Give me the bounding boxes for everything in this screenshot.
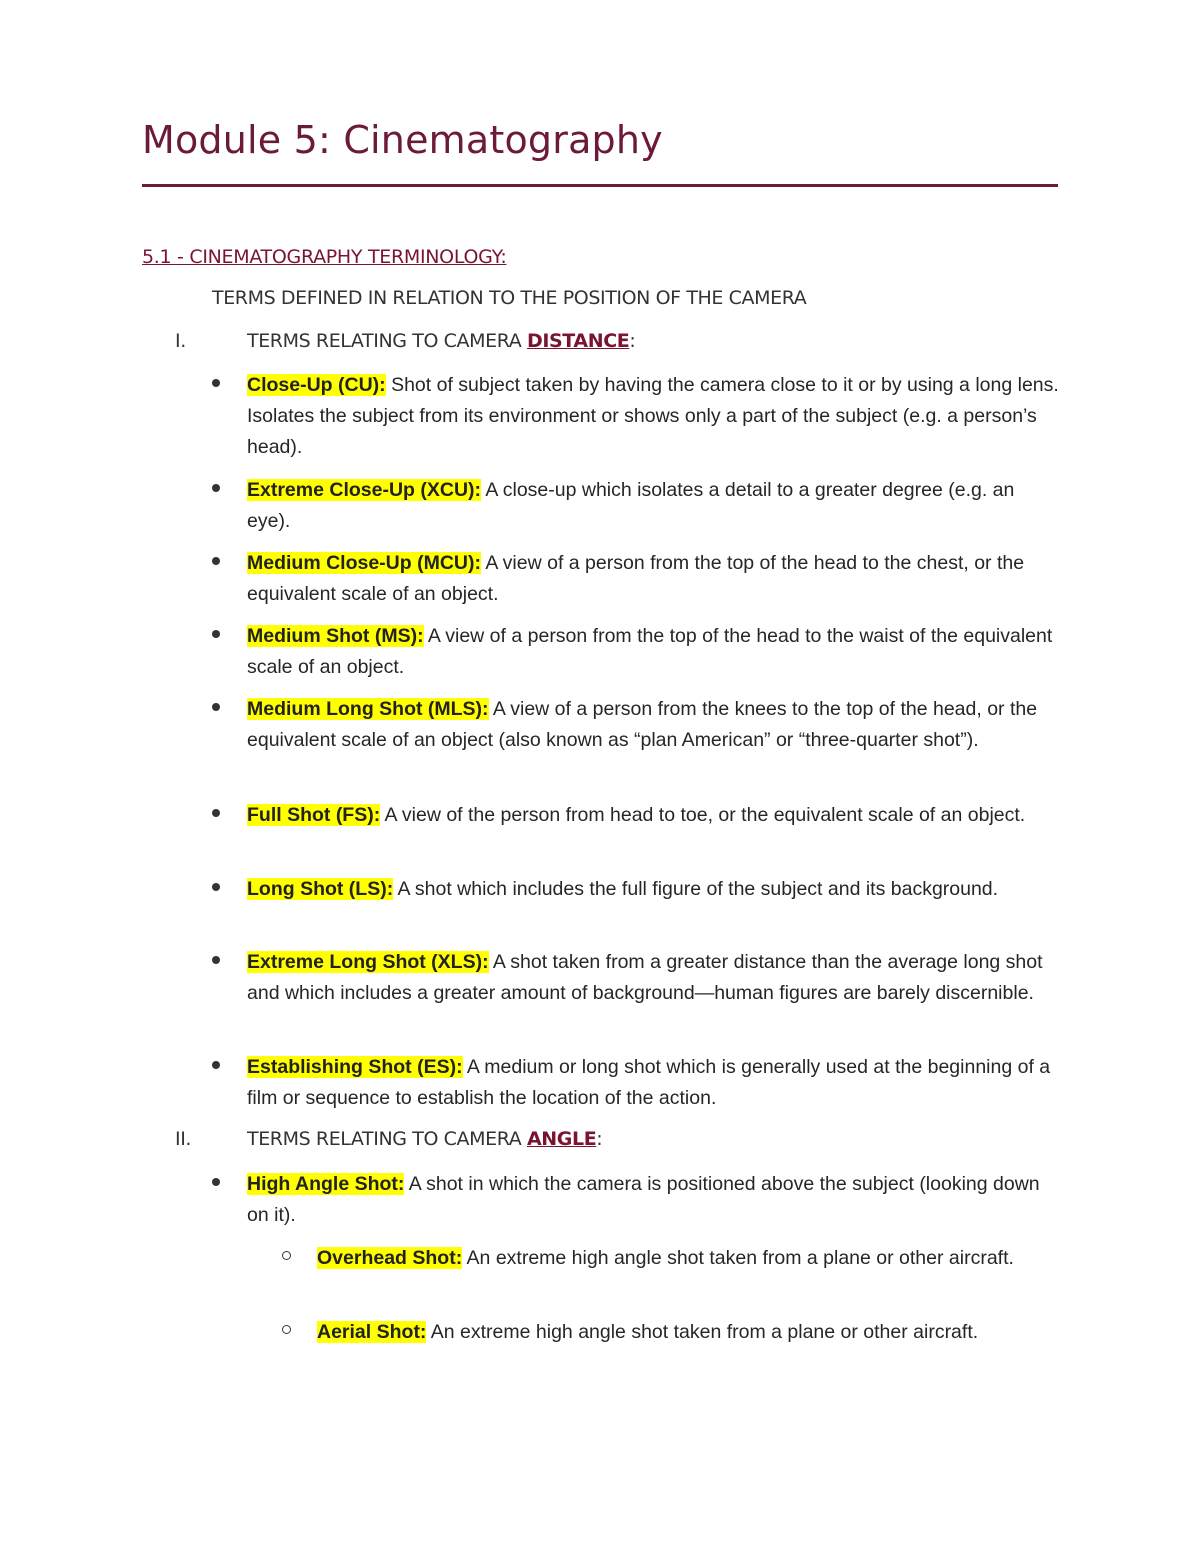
term-label: High Angle Shot: xyxy=(247,1173,405,1195)
sub-list-item xyxy=(282,1317,1062,1348)
term-definition: A shot in which the camera is positioned above the subject (looking down on it). xyxy=(247,1173,1040,1226)
bullet-icon xyxy=(212,1061,220,1069)
circle-bullet-icon xyxy=(282,1325,291,1334)
term-label: Overhead Shot: xyxy=(317,1247,463,1269)
group-numeral: I. xyxy=(175,330,186,352)
term-definition: An extreme high angle shot taken from a plane or other aircraft. xyxy=(462,1247,1014,1269)
term-definition: A view of the person from head to toe, or the equivalent scale of an object. xyxy=(380,804,1026,826)
bullet-icon xyxy=(212,883,220,891)
term-label: Medium Shot (MS): xyxy=(247,625,424,647)
term-label: Extreme Close-Up (XCU): xyxy=(247,479,482,501)
bullet-icon xyxy=(212,557,220,565)
term-label: Aerial Shot: xyxy=(317,1321,427,1343)
list-item xyxy=(212,370,1062,463)
term-definition: A view of a person from the knees to the top of the head, or the equivalent scale of an object (also known as “plan American” or “three-quarter shot”). xyxy=(247,698,1038,751)
list-item xyxy=(212,947,1062,1009)
bullet-icon xyxy=(212,956,220,964)
term-definition: A view of a person from the top of the head to the chest, or the equivalent scale of an object. xyxy=(247,552,1025,605)
term-label: Medium Close-Up (MCU): xyxy=(247,552,481,574)
term-definition: A medium or long shot which is generally used at the beginning of a film or sequence to establish the location of the action. xyxy=(247,1056,1051,1109)
bullet-icon xyxy=(212,484,220,492)
group-numeral: II. xyxy=(175,1128,192,1150)
list-item xyxy=(212,621,1062,683)
group-emphasis: ANGLE xyxy=(526,1128,597,1150)
term-label: Close-Up (CU): xyxy=(247,374,386,396)
term-definition: A shot taken from a greater distance than the average long shot and which includes a greater amount of background—human figures are barely discernible. xyxy=(247,951,1043,1004)
list-item xyxy=(212,694,1062,756)
circle-bullet-icon xyxy=(282,1251,291,1260)
term-definition: A view of a person from the top of the head to the waist of the equivalent scale of an object. xyxy=(247,625,1053,678)
list-item xyxy=(212,1169,1062,1231)
group-title: TERMS RELATING TO CAMERA ANGLE: xyxy=(247,1128,603,1150)
sub-list-item xyxy=(282,1243,1062,1274)
bullet-icon xyxy=(212,809,220,817)
group-title: TERMS RELATING TO CAMERA DISTANCE: xyxy=(247,330,636,352)
title-rule xyxy=(142,184,1058,187)
bullet-icon xyxy=(212,630,220,638)
term-definition: A shot which includes the full figure of the subject and its background. xyxy=(393,878,999,900)
bullet-icon xyxy=(212,379,220,387)
bullet-icon xyxy=(212,703,220,711)
term-label: Full Shot (FS): xyxy=(247,804,381,826)
section-subtitle: TERMS DEFINED IN RELATION TO THE POSITION OF THE CAMERA xyxy=(212,287,807,309)
term-label: Establishing Shot (ES): xyxy=(247,1056,463,1078)
term-label: Medium Long Shot (MLS): xyxy=(247,698,489,720)
term-definition: A close-up which isolates a detail to a greater degree (e.g. an eye). xyxy=(247,479,1015,532)
bullet-icon xyxy=(212,1178,220,1186)
list-item xyxy=(212,548,1062,610)
term-definition: Shot of subject taken by having the camera close to it or by using a long lens. Isolates the subject from its environment or shows only a part of the subject (e.g. a person’s head). xyxy=(247,374,1059,458)
group-emphasis: DISTANCE xyxy=(526,330,630,352)
list-item xyxy=(212,475,1062,537)
term-label: Extreme Long Shot (XLS): xyxy=(247,951,489,973)
page-title: Module 5: Cinematography xyxy=(142,118,663,162)
term-definition: An extreme high angle shot taken from a plane or other aircraft. xyxy=(426,1321,979,1343)
section-heading: 5.1 - CINEMATOGRAPHY TERMINOLOGY: xyxy=(142,246,507,268)
term-label: Long Shot (LS): xyxy=(247,878,394,900)
list-item xyxy=(212,874,1062,905)
list-item xyxy=(212,1052,1062,1114)
list-item xyxy=(212,800,1062,831)
